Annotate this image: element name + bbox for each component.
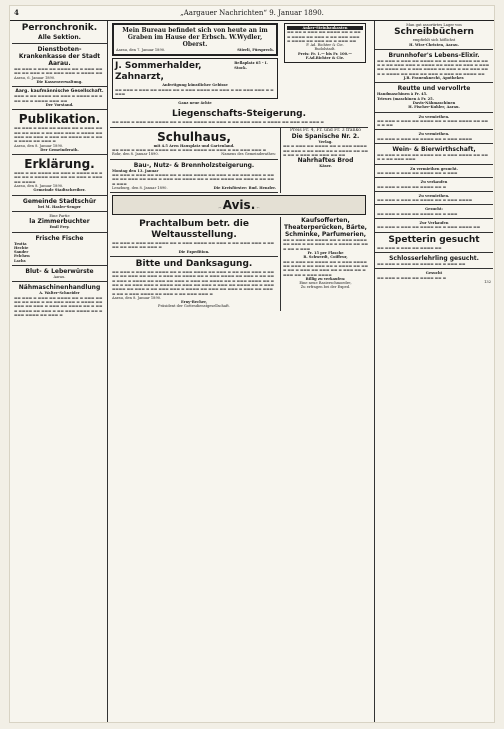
ad-subheading: Davis-Nähmaschinen — [412, 100, 456, 105]
ad-price: Fr. 15 per Flasche — [307, 251, 344, 256]
ad-heading: Billig zu verkaufen: — [305, 276, 346, 281]
ad-heading: Bau-, Nutz- & Brennholzsteigerung. — [133, 161, 255, 169]
ad-signature: Die Kreisförster: Rud. Henzler. — [213, 185, 276, 190]
ad-erbaut — [375, 178, 493, 192]
ad-line: F. Ad. Richter & Cie. — [306, 43, 344, 48]
ad-heading: Publikation. — [18, 112, 101, 127]
ad-intro: Eine Partie — [49, 213, 70, 218]
ad-body-placeholder: ▬▬ ▬▬▬ ▬ ▬▬▬ ▬▬ ▬▬▬▬ ▬▬ ▬ ▬▬▬ ▬▬ — [377, 261, 466, 266]
ad-heading: Zu verkaufen — [420, 180, 448, 185]
ad-line: Trieurs (maschinen à Fr. 25. — [377, 96, 434, 101]
ad-verkaufen — [375, 219, 493, 233]
ad-signature: Der Vorstand. — [45, 103, 74, 108]
pointing-hand-icon: ☞ — [218, 206, 222, 211]
ad-body-placeholder: ▬▬ ▬▬ ▬ ▬▬▬ ▬▬ ▬▬▬▬ ▬▬ ▬ ▬▬▬ ▬▬▬▬ ▬▬ ▬▬▬ ▬ ▬▬ ▬▬▬ ▬▬▬ ▬ ▬▬▬▬ ▬▬ ▬▬▬ ▬▬ ▬ ▬▬▬ ▬▬ — [287, 30, 361, 43]
ad-signature: H. Wirz-Christen, Aarau. — [409, 42, 459, 47]
ad-brunnhofer — [375, 50, 493, 83]
ad-gesucht-1 — [375, 165, 493, 179]
page-number: 4 — [14, 8, 19, 17]
center-right-block — [282, 21, 368, 107]
ad-heading: Bitte und Danksagung. — [135, 259, 253, 270]
ad-publikation — [12, 110, 107, 155]
ad-heading: Brunnhofer's Lebens-Elixir. — [388, 51, 480, 59]
ad-signature: J.B. Frauenknecht, Apotheker. — [403, 76, 465, 81]
fish-item: Lachs — [14, 258, 26, 263]
ad-heading: Aarg. kaufmännische Gesellschaft. — [15, 89, 104, 95]
ad-dienstboten — [12, 44, 107, 87]
ad-heading: Reutte und vervollrte — [397, 85, 471, 93]
ad-location: Zu erfragen bei der Exped. — [300, 285, 351, 290]
ad-body-placeholder: ▬▬ ▬▬▬ ▬ ▬▬▬ ▬▬ ▬▬▬▬ ▬▬ ▬ ▬▬▬ ▬▬▬▬ ▬▬ ▬▬▬ ▬ ▬▬ ▬▬▬ ▬▬▬ ▬ ▬▬▬▬ ▬▬ ▬▬▬ ▬▬ ▬▬▬ ▬ — [112, 241, 275, 250]
ad-heading: Zu vermiethen. — [418, 114, 450, 119]
ad-subheading: Eine neue Rasierschmoedre, — [299, 281, 352, 286]
ad-signature: R. Schwerdt, Coiffeur, — [303, 255, 348, 260]
ad-body-placeholder: ▬▬ ▬ ▬▬▬ ▬▬ ▬▬▬▬ ▬▬ ▬ ▬▬▬ ▬▬▬▬ ▬▬ ▬▬▬ ▬ ▬▬ ▬▬▬ ▬▬ ▬ ▬▬▬▬ ▬▬ ▬▬▬ ▬▬ ▬ ▬▬▬ ▬▬ ▬▬▬ ▬▬ ▬ ▬▬▬ ▬▬ ▬▬▬▬ ▬▬ ▬ ▬▬▬ ▬▬▬▬ — [283, 259, 368, 277]
ad-body-placeholder: ▬▬ ▬▬▬ ▬ ▬▬▬ ▬▬ ▬▬▬▬ ▬▬ ▬ ▬▬▬ ▬▬▬▬ ▬▬ ▬▬▬ ▬ ▬▬ ▬▬▬ ▬▬▬ — [377, 153, 489, 162]
ad-body-placeholder: ▬▬ ▬ ▬▬▬ ▬▬ ▬▬▬▬ ▬▬ ▬ ▬▬▬ ▬▬▬▬ ▬▬ ▬▬▬ ▬ ▬▬ ▬▬▬ ▬▬ ▬ ▬▬▬▬ ▬▬ ▬▬▬ ▬▬ ▬ ▬▬▬ — [283, 238, 368, 251]
ad-heading: Schulhaus, — [157, 129, 231, 144]
ad-gesellschaft — [12, 87, 107, 110]
ad-date: Aarau, den 8. Januar 1890. — [14, 143, 64, 148]
ad-signature: Emil Frey. — [49, 225, 70, 230]
ad-heading: Liegenschafts-Steigerung. — [172, 109, 306, 120]
page-title: „Aargauer Nachrichten“ 9. Januar 1890. — [180, 9, 324, 17]
ad-body-placeholder: ▬▬ ▬▬▬ ▬ ▬▬▬ ▬▬ ▬▬▬▬ ▬▬ ▬ ▬▬▬ ▬▬▬▬ ▬▬ ▬▬▬ ▬ ▬▬ ▬▬▬ ▬▬▬ ▬ ▬▬▬▬ ▬▬ ▬▬▬ ▬▬ ▬▬▬ ▬ ▬▬▬ ▬▬ ▬▬▬▬ ▬▬ ▬ ▬▬▬ ▬▬▬▬ ▬▬ ▬▬▬ ▬ ▬▬ ▬▬▬ ▬▬▬ ▬ ▬▬▬▬ ▬▬ ▬▬▬ ▬▬ ▬▬▬ ▬ ▬▬▬ ▬▬ ▬▬▬▬ ▬▬ — [377, 58, 490, 76]
ad-gemeinde — [12, 196, 107, 212]
ad-heading: Wein- & Bierwirthschaft, — [392, 146, 476, 154]
ad-avis — [112, 195, 366, 215]
ad-heading: Frische Fische — [35, 234, 84, 242]
ad-body-placeholder: ▬▬ ▬▬▬ ▬ ▬▬▬ ▬▬ ▬▬▬▬ ▬▬ ▬ ▬▬▬ ▬▬▬▬ ▬▬ ▬▬▬ ▬ ▬▬ ▬▬▬ ▬▬▬ ▬ ▬▬▬▬ ▬▬ ▬▬▬ ▬▬ ▬▬▬ ▬ ▬▬▬ ▬▬ ▬▬▬▬ ▬▬ ▬ ▬▬▬ ▬▬▬▬ ▬▬ ▬▬▬ ▬ ▬▬ ▬▬▬ ▬▬▬ — [112, 172, 275, 186]
ad-body-placeholder: ▬▬ ▬▬▬ ▬ ▬▬▬ ▬▬ ▬▬▬▬ ▬▬ ▬ ▬▬▬ ▬▬▬▬ ▬▬ — [377, 225, 481, 230]
ad-body-placeholder: ▬▬ ▬▬▬ ▬ ▬▬▬ ▬▬ ▬▬▬▬ ▬▬ ▬ ▬▬▬ ▬▬▬▬ ▬▬ ▬▬▬ ▬ ▬▬ ▬▬▬ ▬▬▬ ▬ ▬▬▬▬ ▬▬ ▬▬▬ ▬▬ ▬▬▬ ▬ ▬▬▬ ▬▬ ▬▬▬▬ ▬▬ ▬ ▬▬▬ ▬▬▬▬ ▬▬ ▬▬▬ ▬ ▬▬ ▬▬▬ ▬▬▬▬ ▬▬ ▬ ▬▬▬ ▬▬▬▬ ▬▬ ▬▬▬ ▬ — [14, 295, 103, 317]
ad-line: Handmaschinen à Fr. 45. — [377, 92, 428, 97]
ad-body-placeholder: ▬▬ ▬▬▬ ▬ ▬▬▬ ▬▬ ▬▬▬▬ ▬▬ ▬ ▬▬▬ ▬▬▬▬ ▬▬ ▬▬▬ ▬ ▬▬ ▬▬▬ ▬▬▬ ▬ ▬▬▬▬ — [115, 87, 274, 96]
ad-bauholz — [110, 160, 278, 193]
ad-address: Bellaplatz 65 - I. Stock. — [234, 61, 268, 70]
fish-item: Trutta — [14, 241, 27, 246]
ad-signature: Die Expedition. — [178, 249, 210, 254]
ad-gesucht-2 — [375, 205, 493, 219]
ad-intro: Man gut assortirtes Lager von — [406, 23, 462, 27]
ad-prachtalbum — [110, 217, 278, 257]
ad-schreibbuecher — [375, 21, 493, 50]
ad-spetterin — [375, 233, 493, 253]
ad-heading: Zu vermiethen. — [418, 193, 450, 198]
ad-signature: Die Kassenverwaltung. — [36, 79, 83, 84]
ad-heading: Dienstboten-Krankenkasse der Stadt Aarau. — [18, 46, 101, 67]
ad-signature: F.Ad.Richter & Cie. — [305, 56, 345, 61]
ad-signature: Gemeinde Stadtschreiber. — [33, 188, 86, 193]
ad-subheading: Anfertigung künstlicher Gebisse — [162, 83, 228, 88]
ad-blutwurst — [12, 266, 107, 282]
ad-body-placeholder: ▬▬ ▬▬▬ ▬ ▬▬▬ ▬▬ ▬▬▬▬ ▬▬ — [377, 245, 442, 250]
pointing-hand-icon: ☜ — [256, 206, 260, 211]
ad-subheading: Verlag. — [318, 140, 333, 145]
ad-heading: Kaufsofferten, Theaterperücken, Bärte, Schminke, Parfumerien, — [284, 217, 367, 239]
ad-heading: Prachtalbum betr. die Weltausstellung. — [139, 219, 249, 241]
ad-heading: Schreibbüchern — [394, 27, 474, 38]
ad-number: 132 — [484, 279, 491, 284]
ad-heading: Schlosserlehrling gesucht. — [389, 254, 479, 262]
ad-sommerhalder — [112, 58, 278, 99]
fish-item: Sander — [14, 250, 29, 255]
ad-body-placeholder: ▬▬ ▬▬▬ ▬ ▬▬▬ ▬▬ ▬▬▬▬ ▬▬ ▬ ▬▬▬ ▬▬▬▬ ▬▬ ▬▬▬ ▬ ▬▬ — [377, 118, 489, 128]
ad-erklaerung — [12, 155, 107, 195]
ad-heading: Perronchronik. — [21, 23, 98, 33]
ad-subheading: A. Walter-Schneider — [39, 291, 80, 296]
ad-subheading: mit 4.5 Aren Hausplatz und Gartenland. — [153, 143, 235, 148]
ad-heading: Gesucht: — [425, 207, 443, 212]
ad-heading: Nahrhaftes Brod — [297, 157, 354, 165]
ad-bureau — [112, 23, 278, 56]
ad-body-placeholder: ▬▬ ▬▬▬ ▬ ▬▬▬ ▬▬ ▬▬▬▬ ▬▬ ▬ ▬▬▬ — [377, 211, 458, 216]
ad-signature: Stierli, Fürsprech. — [237, 48, 274, 52]
ad-body-placeholder: ▬▬ ▬▬▬ ▬ ▬▬▬ ▬▬ ▬▬▬▬ ▬▬ ▬ ▬▬▬ ▬▬▬▬ — [377, 198, 473, 203]
ad-anker — [284, 23, 366, 63]
ad-subheading: empfiehlt sich höflichst — [412, 38, 456, 43]
ad-body-placeholder: ▬▬ ▬ ▬▬▬ ▬▬ ▬▬▬▬ ▬▬ ▬ ▬▬▬ ▬▬▬▬ ▬▬ ▬▬▬ ▬ ▬▬ ▬▬▬ ▬▬ ▬ ▬▬▬▬ ▬▬ ▬▬▬ ▬▬ ▬ ▬▬▬ ▬▬ ▬▬▬ ▬▬ ▬▬ — [283, 144, 368, 157]
ad-heading: Zur Verkaufen — [419, 221, 449, 226]
ad-bitte — [110, 257, 278, 311]
ad-heading: Spetterin gesucht — [388, 234, 480, 245]
newspaper-page — [10, 6, 494, 722]
ad-heading: J. Sommerhalder, Zahnarzt, — [115, 61, 202, 83]
ad-subheading: Aarau. — [53, 275, 66, 280]
ad-signature-role: Präsident der Gottesdienstgesellschaft. — [158, 304, 230, 309]
ad-place: Lenzburg, den 8. Januar 1890. — [112, 185, 168, 190]
ad-heading: Avis. — [222, 198, 256, 213]
ad-steigerung — [110, 107, 368, 127]
ad-body-placeholder: ▬▬▬ ▬ ▬▬ ▬▬▬▬ ▬▬ ▬▬▬ ▬ ▬▬▬▬ ▬▬ ▬▬▬ ▬▬ ▬ ▬▬▬▬ ▬▬▬ ▬▬ — [14, 94, 103, 103]
ad-date: Aarau, 6. Januar 1890. — [14, 75, 56, 80]
ad-subheading: bei M. Hasler-Senger — [38, 204, 81, 209]
ad-heading: Die Spanische Nr. 2. — [291, 133, 360, 141]
ad-body-placeholder: ▬▬ ▬▬▬ ▬ ▬▬▬ ▬▬ ▬▬▬▬ ▬▬ ▬ ▬▬▬ ▬▬▬▬ ▬▬ ▬▬▬ ▬ ▬▬ ▬▬▬ ▬▬▬ ▬ ▬▬▬▬ ▬▬ ▬▬▬ ▬▬ ▬▬▬ ▬ ▬▬▬ ▬▬ ▬▬▬▬ ▬▬ ▬ ▬▬▬ ▬▬▬▬ ▬▬ ▬▬▬ ▬ — [14, 126, 103, 144]
ad-heading: Zu vermiethen. — [418, 132, 450, 137]
ad-body-placeholder: ▬▬ ▬▬▬ ▬ ▬▬▬ ▬▬ ▬▬▬▬ ▬▬ ▬ ▬▬▬ ▬▬▬▬ ▬▬ ▬▬▬ ▬ ▬▬ ▬▬▬ ▬▬▬ ▬ — [112, 148, 267, 153]
left-column — [12, 21, 108, 722]
ad-schlosser — [375, 253, 493, 269]
ad-place: Rohr, den 8. Januar 1890. — [112, 152, 159, 157]
ad-body-placeholder: ▬▬▬ ▬ ▬▬ ▬▬▬▬ ▬▬ ▬▬▬ ▬ ▬▬▬▬ ▬▬ ▬▬▬ ▬▬ ▬ ▬▬▬▬ ▬▬▬ ▬▬ ▬▬ ▬▬▬ ▬ ▬▬▬ ▬▬ ▬▬▬▬ — [14, 171, 103, 184]
ad-date: Aarau, den 8. Januar 1890. — [14, 184, 64, 189]
ad-vermiethen-2 — [375, 130, 493, 144]
ad-heading: Gesucht — [425, 271, 443, 276]
ad-gesucht-last — [375, 269, 493, 286]
ad-wein — [375, 144, 493, 165]
ad-date: Aarau, den 8. Januar 1890. — [112, 295, 162, 300]
ad-body-placeholder: ▬▬ ▬▬▬ ▬ ▬▬▬ ▬▬ ▬▬▬▬ ▬▬ ▬ ▬▬▬ ▬▬▬▬ ▬▬ ▬▬▬ ▬ ▬▬ ▬▬▬ ▬▬▬ ▬ ▬▬▬▬ ▬▬ ▬▬▬ ▬▬ ▬▬▬ ▬ — [112, 120, 324, 125]
ad-place: Aarau, den 7. Januar 1890. — [116, 48, 166, 52]
ad-signature: Der Gemeinderath. — [40, 147, 79, 152]
right-column — [374, 21, 493, 722]
ad-heading: Anker-Steinbaukasten — [287, 26, 363, 30]
ad-line: Rudolstadt. — [314, 47, 336, 52]
ad-line: Graben im Hause der Erbsch. W.Wydler, Oberst. — [127, 34, 263, 48]
ad-body-placeholder: ▬▬ ▬▬▬ ▬ ▬▬▬ ▬▬ ▬▬▬▬ ▬▬ ▬ — [377, 184, 447, 189]
ad-heading: Gemeinde Stadtschür — [22, 197, 97, 205]
ad-naehmaschinen — [12, 282, 107, 319]
ad-body-placeholder: ▬▬ ▬▬▬ ▬ ▬▬▬ ▬▬ ▬▬▬▬ ▬▬ ▬ ▬▬▬ ▬▬▬▬ ▬▬ ▬▬▬ ▬ ▬▬ ▬▬▬ ▬▬▬ ▬ ▬▬▬▬ ▬▬ — [14, 67, 103, 76]
ad-signature: H. Fischer-Kuhler, Aarau. — [408, 105, 460, 110]
ad-perronchronik — [12, 21, 107, 44]
ad-fische — [12, 233, 107, 266]
ad-ganz: Ganz neue ächte — [178, 101, 212, 106]
ad-line: Mein Bureau befindet sich von heute an im — [122, 27, 268, 34]
ad-signature: Käser. — [319, 164, 332, 169]
ad-subheading: Alle Sektion. — [38, 34, 81, 41]
ad-price: Preis: Fr. 1.— bis Fr. 100.— — [297, 51, 353, 56]
ad-heading: Nähmaschinenhandlung — [18, 284, 101, 292]
center-left-block — [110, 21, 280, 107]
ad-reutte — [375, 83, 493, 112]
ad-heading: la Zimmerbuchter — [29, 218, 90, 226]
ad-body-placeholder: ▬▬ ▬▬▬ ▬ ▬▬▬ ▬▬ ▬▬▬▬ ▬▬ ▬ ▬▬▬ — [377, 170, 458, 175]
ad-body-placeholder: ▬▬ ▬▬▬ ▬ ▬▬▬ ▬▬ ▬▬▬▬ ▬▬ ▬ ▬▬▬ ▬▬▬▬ ▬▬ ▬▬▬ ▬ ▬▬ ▬▬▬ ▬▬▬ ▬ ▬▬▬▬ ▬▬ ▬▬▬ ▬▬ ▬▬▬ ▬ ▬▬▬ ▬▬ ▬▬▬▬ ▬▬ ▬ ▬▬▬ ▬▬▬▬ ▬▬ ▬▬▬ ▬ ▬▬ ▬▬▬ ▬▬▬ ▬ ▬▬▬▬ ▬▬ ▬▬▬ ▬▬ ▬▬▬ ▬ ▬▬▬ ▬▬ ▬▬▬▬ ▬▬ ▬ ▬▬▬ ▬▬▬▬ ▬▬ ▬▬▬ ▬ ▬▬ ▬▬▬ ▬▬▬ ▬ ▬▬▬▬ ▬▬ ▬▬▬ ▬▬ ▬▬▬ ▬ ▬▬▬ ▬▬ ▬▬▬▬ ▬▬ ▬ ▬▬▬ ▬▬▬▬ ▬▬ ▬▬▬ ▬ ▬▬ ▬▬▬ ▬▬▬ ▬ ▬▬▬▬ ▬▬ ▬▬▬ ▬▬ ▬▬▬ ▬ ▬▬▬ ▬▬ ▬▬▬▬ ▬▬ ▬ ▬▬▬ ▬▬▬▬ ▬▬ ▬▬▬ ▬ ▬▬ ▬▬▬ ▬▬▬ ▬ — [112, 270, 275, 296]
ad-signature: Namens des Gemeinderathes: — [221, 152, 276, 157]
ad-heading: Blut- & Leberwürste — [25, 268, 94, 276]
ad-heading: Zu vermiethen gesucht. — [410, 166, 458, 171]
ad-vermiethen-3 — [375, 192, 493, 206]
ad-heading: Erklärung. — [24, 157, 95, 172]
fish-item: Hechte — [14, 245, 29, 250]
fish-item: Felchen — [14, 254, 30, 259]
ad-schulhaus — [110, 128, 278, 160]
page-header — [10, 6, 494, 21]
ad-signature: Erny-Becher, — [180, 300, 208, 305]
ad-vermiethen-1 — [375, 113, 493, 131]
ad-body-placeholder: ▬▬ ▬▬▬ ▬ ▬▬▬ ▬▬ ▬▬▬▬ ▬▬ ▬ ▬▬▬ ▬▬▬▬ — [377, 136, 473, 141]
center-column — [110, 21, 368, 722]
ad-body-placeholder: ▬▬ ▬▬▬ ▬ ▬▬▬ ▬▬ ▬▬▬▬ ▬▬ ▬ — [377, 275, 447, 280]
ad-date: Montag den 13. Januar — [112, 168, 159, 173]
ad-zimmerbuchter — [12, 212, 107, 233]
ad-preis: Preis Fr. 4, Fr. und Fr. 3 franko — [290, 127, 361, 133]
